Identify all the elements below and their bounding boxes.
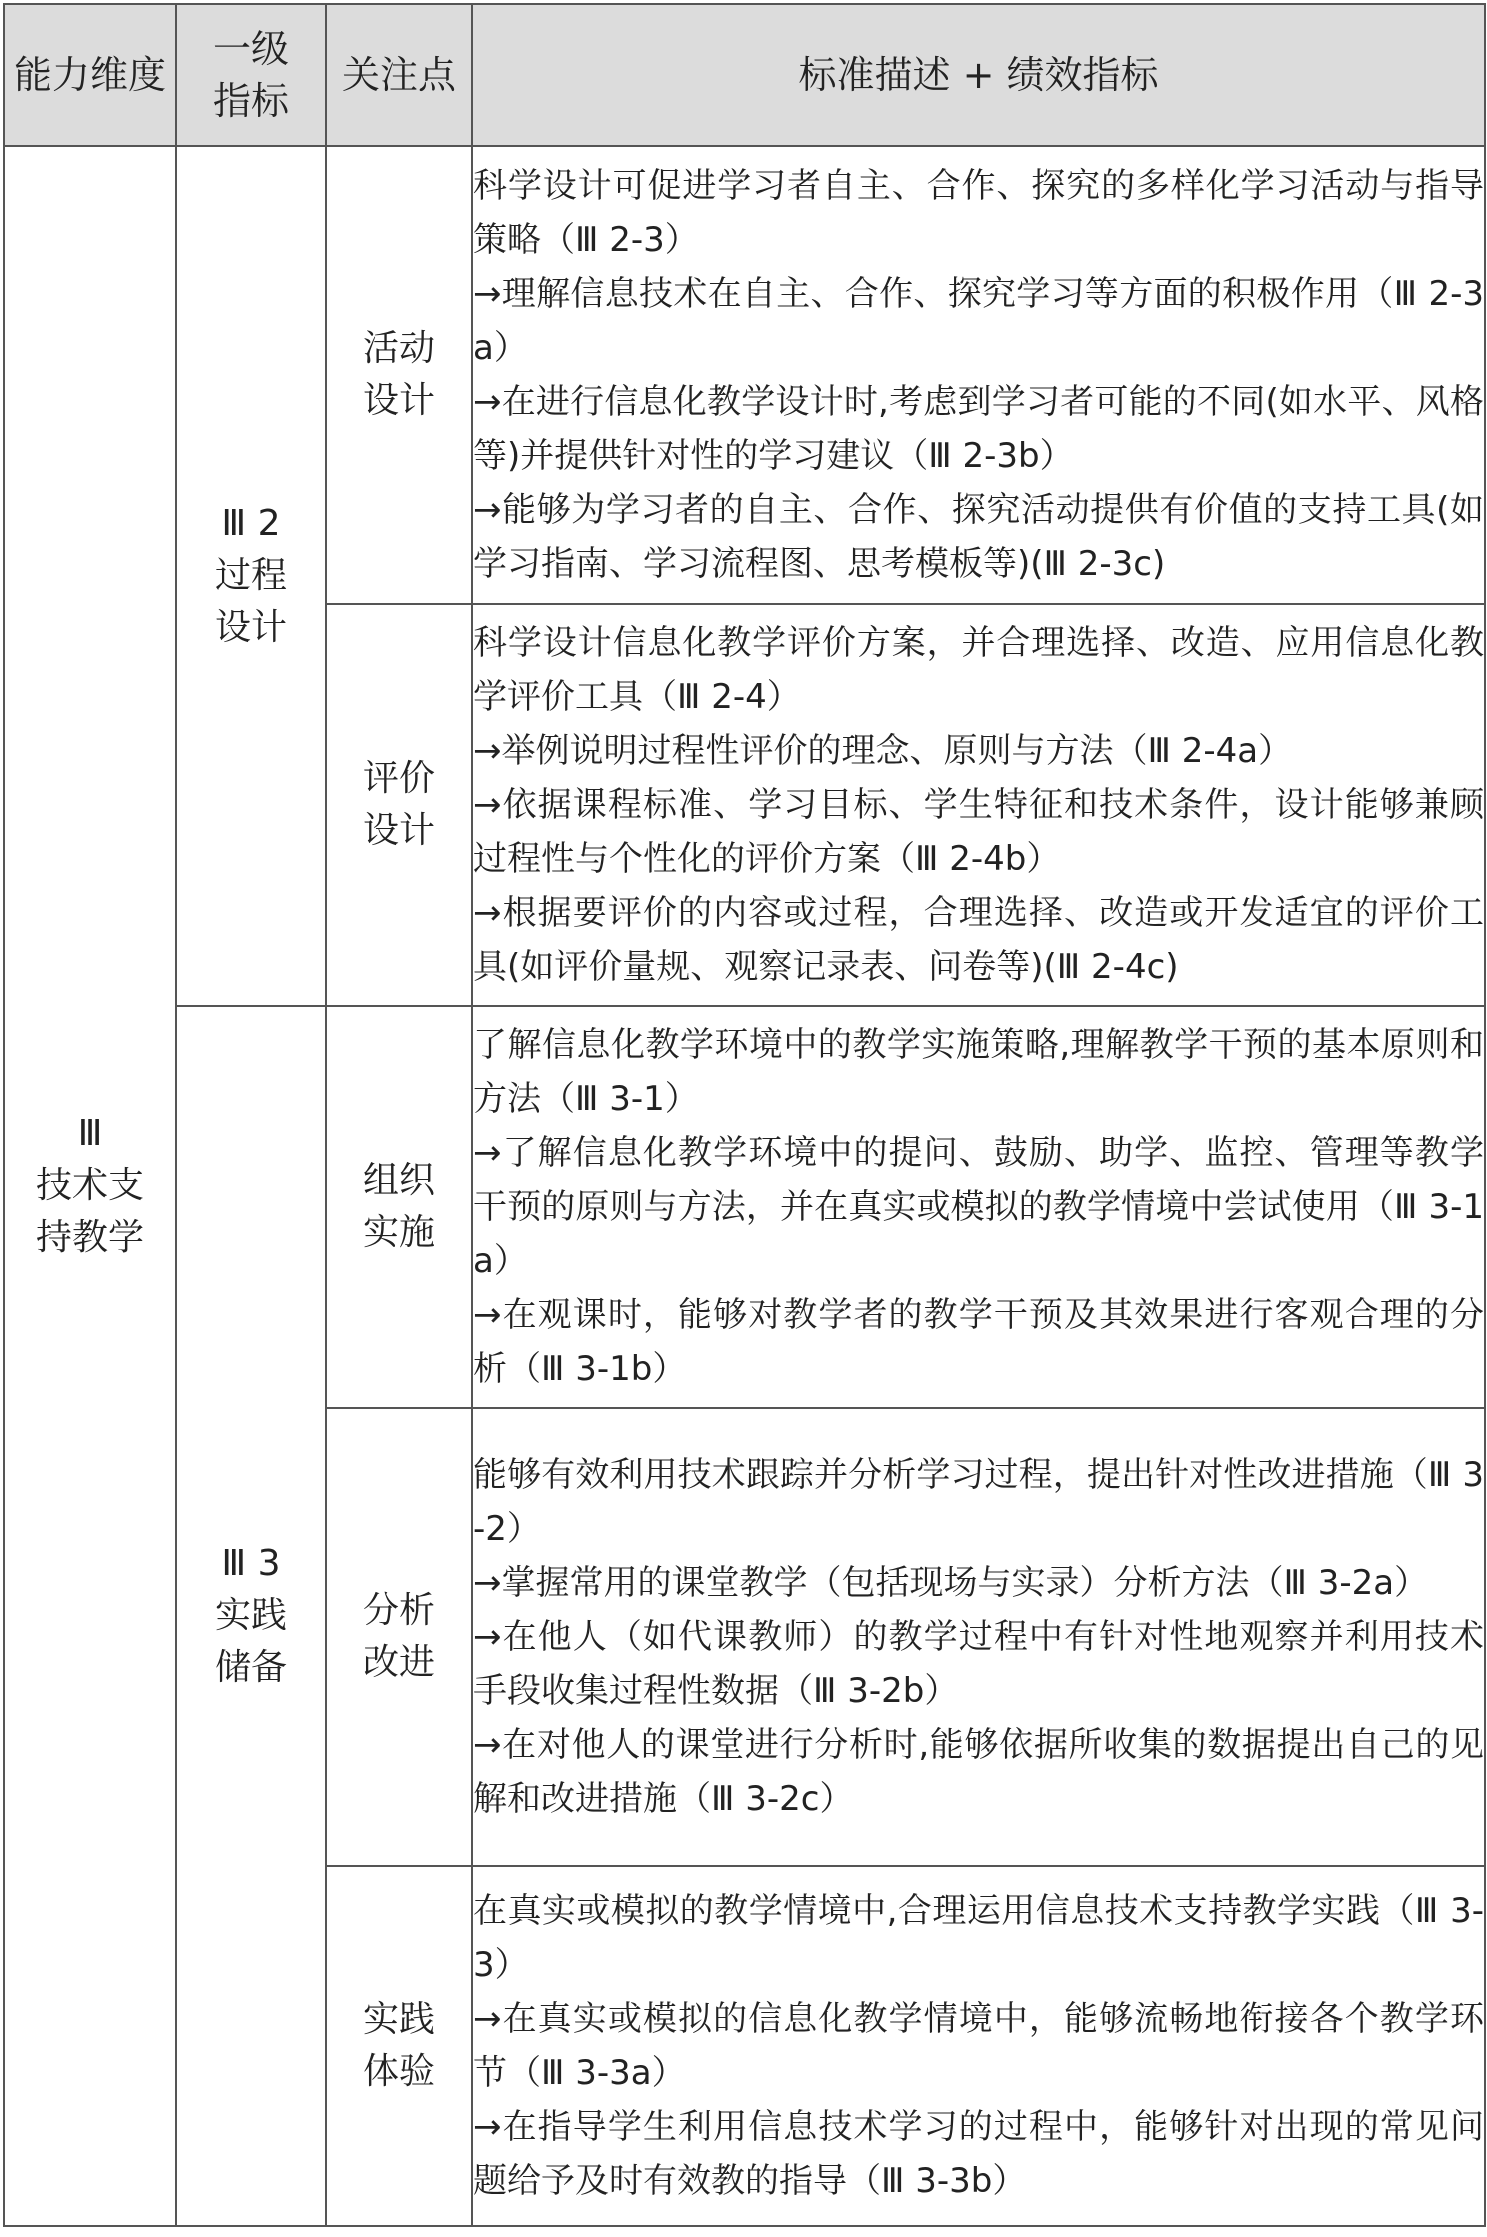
description-line: →了解信息化教学环境中的提问、鼓励、助学、监控、管理等教学干预的原则与方法，并在真实或模拟的教学情境中尝试使用（Ⅲ 3-1a） xyxy=(473,1133,1484,1281)
focus-line: 体验 xyxy=(362,2051,435,2092)
focus-cell xyxy=(326,1006,472,1408)
indicator-line: 过程 xyxy=(214,555,287,596)
description-line: 科学设计可促进学习者自主、合作、探究的多样化学习活动与指导策略（Ⅲ 2-3） xyxy=(473,166,1484,260)
focus-line: 设计 xyxy=(362,810,435,851)
description-line: →在进行信息化教学设计时,考虑到学习者可能的不同(如水平、风格等)并提供针对性的学习建议（Ⅲ 2-3b） xyxy=(473,382,1484,476)
description-cell xyxy=(472,1006,1485,1408)
description-line: 了解信息化教学环境中的教学实施策略,理解教学干预的基本原则和方法（Ⅲ 3-1） xyxy=(473,1025,1484,1119)
indicator-line: Ⅲ 2 xyxy=(221,503,281,544)
header-level1-line: 指标 xyxy=(212,79,289,123)
focus-cell xyxy=(326,1408,472,1866)
description-line: 在真实或模拟的教学情境中,合理运用信息技术支持教学实践（Ⅲ 3-3） xyxy=(473,1891,1484,1985)
header-description: 标准描述 + 绩效指标 xyxy=(472,4,1485,146)
focus-cell xyxy=(326,146,472,604)
description-line: →举例说明过程性评价的理念、原则与方法（Ⅲ 2-4a） xyxy=(473,731,1293,771)
description-line: →根据要评价的内容或过程，合理选择、改造或开发适宜的评价工具(如评价量规、观察记录表、问卷等)(Ⅲ 2-4c) xyxy=(473,893,1484,987)
dimension-line: 持教学 xyxy=(35,1217,144,1258)
indicator-line: 实践 xyxy=(214,1595,287,1636)
description-line: →能够为学习者的自主、合作、探究活动提供有价值的支持工具(如学习指南、学习流程图、思考模板等)(Ⅲ 2-3c) xyxy=(473,490,1484,584)
header-row xyxy=(4,4,1485,146)
dimension-line: 技术支 xyxy=(35,1165,144,1206)
focus-line: 分析 xyxy=(362,1590,435,1631)
description-line: →在指导学生利用信息技术学习的过程中，能够针对出现的常见问题给予及时有效教的指导（Ⅲ 3-3b） xyxy=(473,2107,1484,2201)
description-cell xyxy=(472,1408,1485,1866)
description-line: →在真实或模拟的信息化教学情境中，能够流畅地衔接各个教学环节（Ⅲ 3-3a） xyxy=(473,1999,1484,2093)
header-focus: 关注点 xyxy=(326,4,472,146)
description-line: 能够有效利用技术跟踪并分析学习过程，提出针对性改进措施（Ⅲ 3-2） xyxy=(473,1455,1484,1549)
indicator-cell xyxy=(176,146,326,1006)
description-line: →在他人（如代课教师）的教学过程中有针对性地观察并利用技术手段收集过程性数据（Ⅲ 3-2b） xyxy=(473,1617,1484,1711)
description-cell xyxy=(472,604,1485,1006)
table-row xyxy=(4,1006,1485,1408)
table-row xyxy=(4,146,1485,604)
focus-line: 实践 xyxy=(362,1999,435,2040)
focus-line: 设计 xyxy=(362,380,435,421)
description-line: →理解信息技术在自主、合作、探究学习等方面的积极作用（Ⅲ 2-3a） xyxy=(473,274,1484,368)
focus-line: 改进 xyxy=(362,1642,435,1683)
focus-line: 评价 xyxy=(362,758,435,799)
dimension-cell xyxy=(4,146,176,2226)
description-line: →在对他人的课堂进行分析时,能够依据所收集的数据提出自己的见解和改进措施（Ⅲ 3-2c） xyxy=(473,1725,1484,1819)
focus-line: 活动 xyxy=(362,328,435,369)
header-level1 xyxy=(176,4,326,146)
description-line: 科学设计信息化教学评价方案，并合理选择、改造、应用信息化教学评价工具（Ⅲ 2-4） xyxy=(473,623,1484,717)
indicator-line: Ⅲ 3 xyxy=(221,1543,281,1584)
description-line: →掌握常用的课堂教学（包括现场与实录）分析方法（Ⅲ 3-2a） xyxy=(473,1563,1429,1603)
dimension-line: Ⅲ xyxy=(77,1113,103,1154)
header-level1-line: 一级 xyxy=(212,27,289,71)
header-dimension: 能力维度 xyxy=(4,4,176,146)
focus-line: 组织 xyxy=(362,1160,435,1201)
description-cell xyxy=(472,1866,1485,2226)
indicator-cell xyxy=(176,1006,326,2226)
standards-table xyxy=(3,3,1486,2227)
indicator-line: 储备 xyxy=(214,1647,287,1688)
description-line: →依据课程标准、学习目标、学生特征和技术条件，设计能够兼顾过程性与个性化的评价方案（Ⅲ 2-4b） xyxy=(473,785,1484,879)
focus-line: 实施 xyxy=(362,1212,435,1253)
focus-cell xyxy=(326,604,472,1006)
description-line: →在观课时，能够对教学者的教学干预及其效果进行客观合理的分析（Ⅲ 3-1b） xyxy=(473,1295,1484,1389)
focus-cell xyxy=(326,1866,472,2226)
indicator-line: 设计 xyxy=(214,607,287,648)
description-cell xyxy=(472,146,1485,604)
